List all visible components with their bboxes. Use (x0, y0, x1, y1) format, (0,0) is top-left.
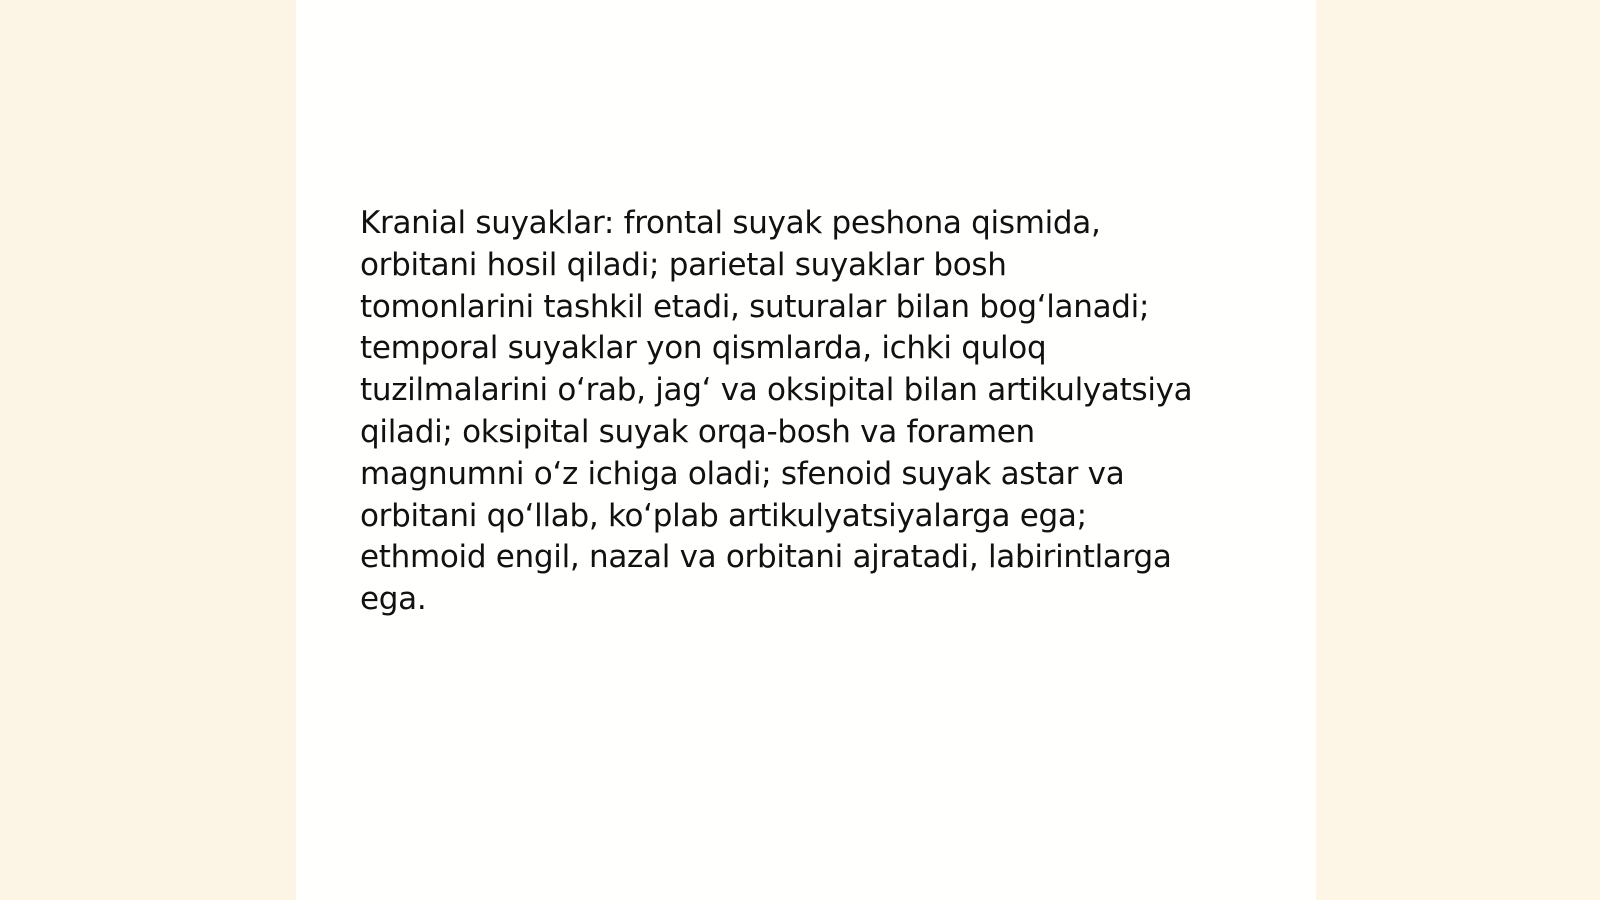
text-line: ega. (360, 581, 427, 618)
slide-body-text (360, 203, 1260, 621)
text-line: orbitani hosil qiladi; parietal suyaklar bosh (360, 246, 1007, 283)
text-line: ethmoid engil, nazal va orbitani ajratadi, labirintlarga (360, 539, 1172, 576)
text-line: tuzilmalarini o‘rab, jag‘ va oksipital bilan artikulyatsiya (360, 372, 1193, 409)
text-line: temporal suyaklar yon qismlarda, ichki quloq (360, 330, 1047, 367)
right-margin (1316, 0, 1600, 900)
text-line: magnumni o‘z ichiga oladi; sfenoid suyak astar va (360, 455, 1125, 492)
text-line: qiladi; oksipital suyak orqa-bosh va foramen (360, 413, 1035, 450)
text-line: tomonlarini tashkil etadi, suturalar bilan bog‘lanadi; (360, 288, 1150, 325)
slide-page (296, 0, 1316, 900)
left-margin (0, 0, 296, 900)
text-line: Kranial suyaklar: frontal suyak peshona qismida, (360, 205, 1101, 241)
text-line: orbitani qo‘llab, ko‘plab artikulyatsiyalarga ega; (360, 497, 1087, 534)
